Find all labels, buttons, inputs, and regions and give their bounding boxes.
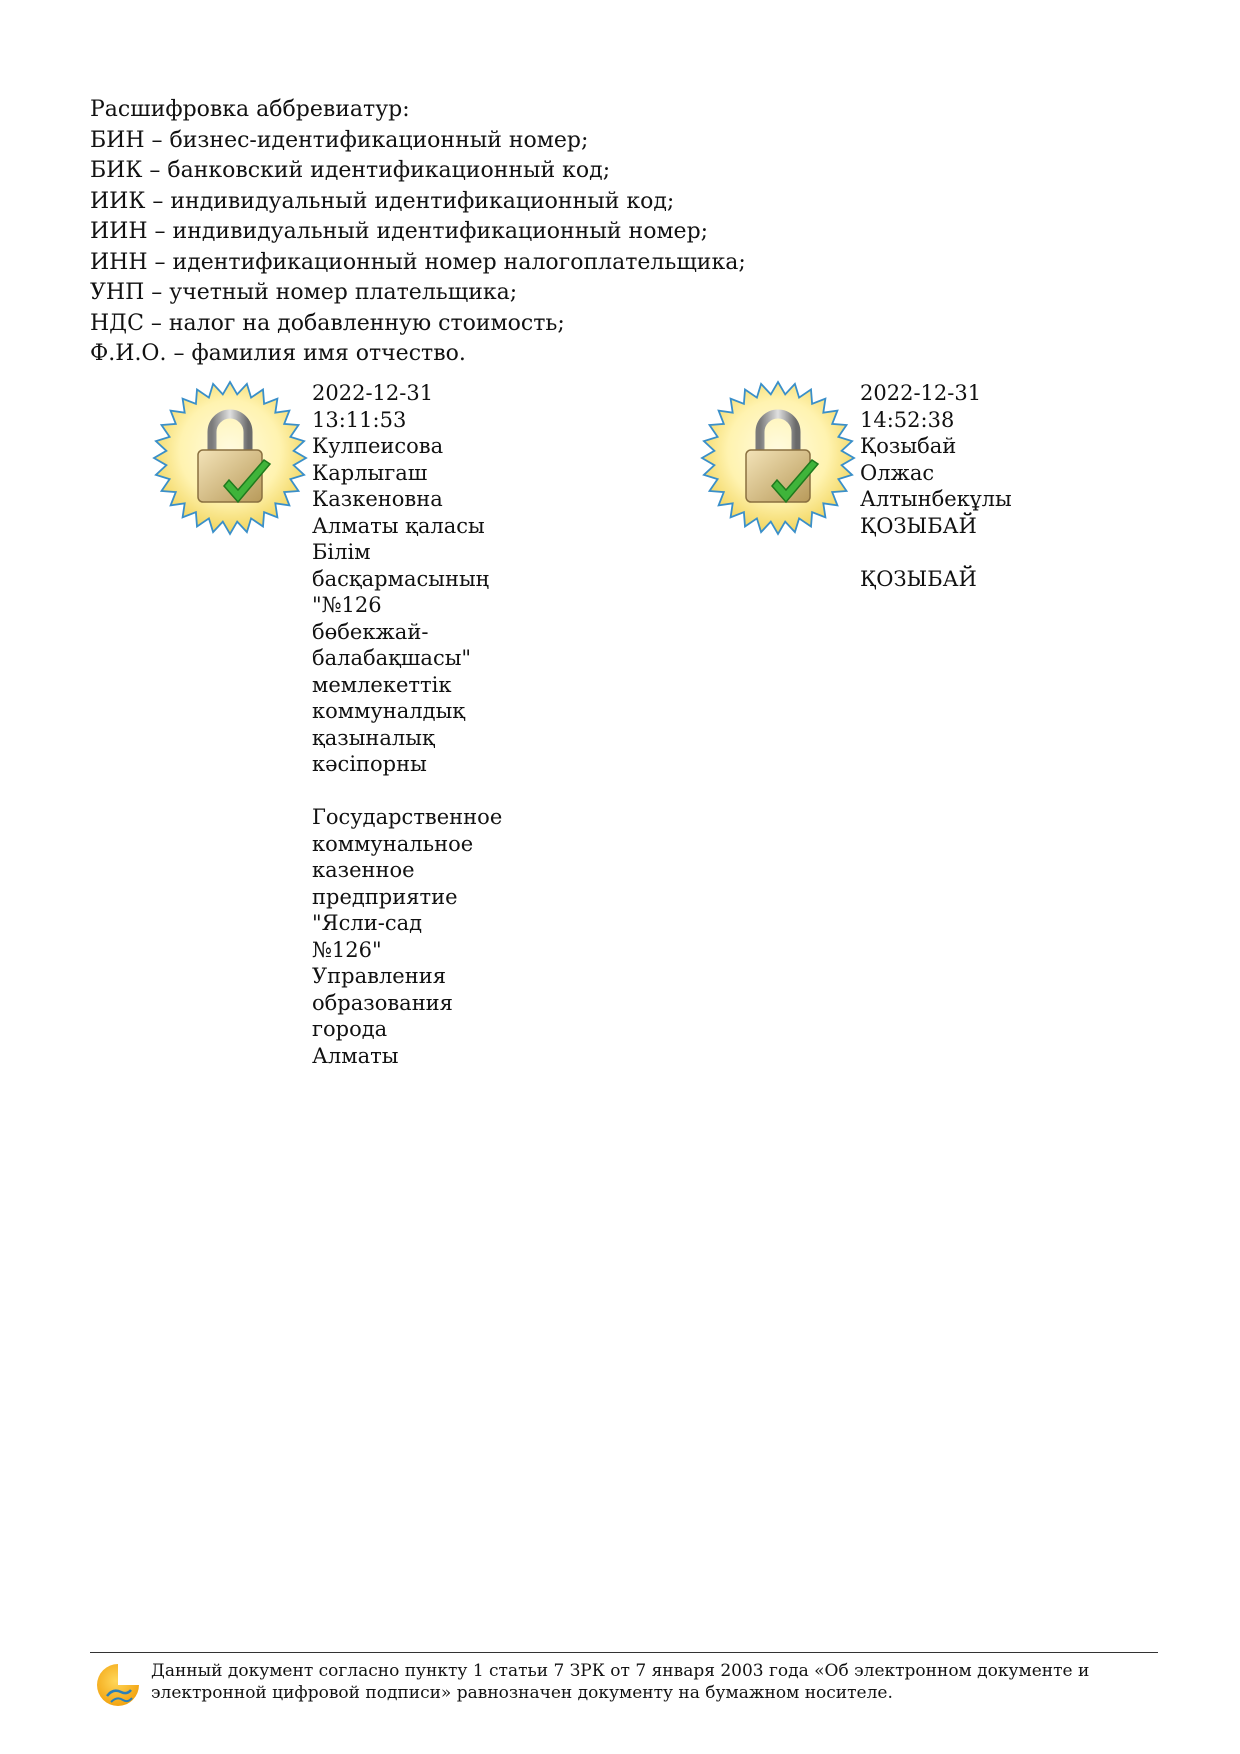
abbreviation-item: Ф.И.О. – фамилия имя отчество.	[90, 341, 466, 366]
abbreviation-item: НДС – налог на добавленную стоимость;	[90, 310, 565, 336]
abbreviation-item: БИК – банковский идентификационный код;	[90, 158, 611, 183]
abbreviations-heading: Расшифровка аббревиатур:	[90, 97, 410, 122]
padlock-checkmark-seal-icon	[698, 378, 858, 538]
signature-details: 2022-12-31 14:52:38 Қозыбай Олжас Алтынбекұлы ҚОЗЫБАЙ ҚОЗЫБАЙ	[860, 381, 1012, 591]
abbreviation-item: БИН – бизнес-идентификационный номер;	[90, 127, 589, 153]
abbreviation-item: ИНН – идентификационный номер налогоплательщика;	[90, 249, 746, 275]
footer-divider	[90, 1652, 1158, 1653]
abbreviation-item: ИИК – индивидуальный идентификационный код;	[90, 188, 675, 214]
abbreviation-item: ИИН – индивидуальный идентификационный номер;	[90, 219, 709, 244]
egov-sun-logo-icon	[93, 1660, 143, 1706]
padlock-checkmark-seal-icon	[150, 378, 310, 538]
abbreviation-item: УНП – учетный номер плательщика;	[90, 280, 518, 305]
signature-details: 2022-12-31 13:11:53 Кулпеисова Карлыгаш Казкеновна Алматы қаласы Білім басқармасының "№126 бөбекжай-балабақшасы" мемлекеттік коммуналдық қазыналық кәсіпорны Государственное коммунальное казенное предприятие "Ясли-сад №126" Управления образования города Алматы	[312, 381, 503, 1068]
abbreviations-block	[90, 95, 746, 370]
legal-notice: Данный документ согласно пункту 1 статьи 7 ЗРК от 7 января 2003 года «Об электронном документе и электронной цифровой подписи» равнозначен документу на бумажном носителе.	[151, 1661, 1090, 1703]
